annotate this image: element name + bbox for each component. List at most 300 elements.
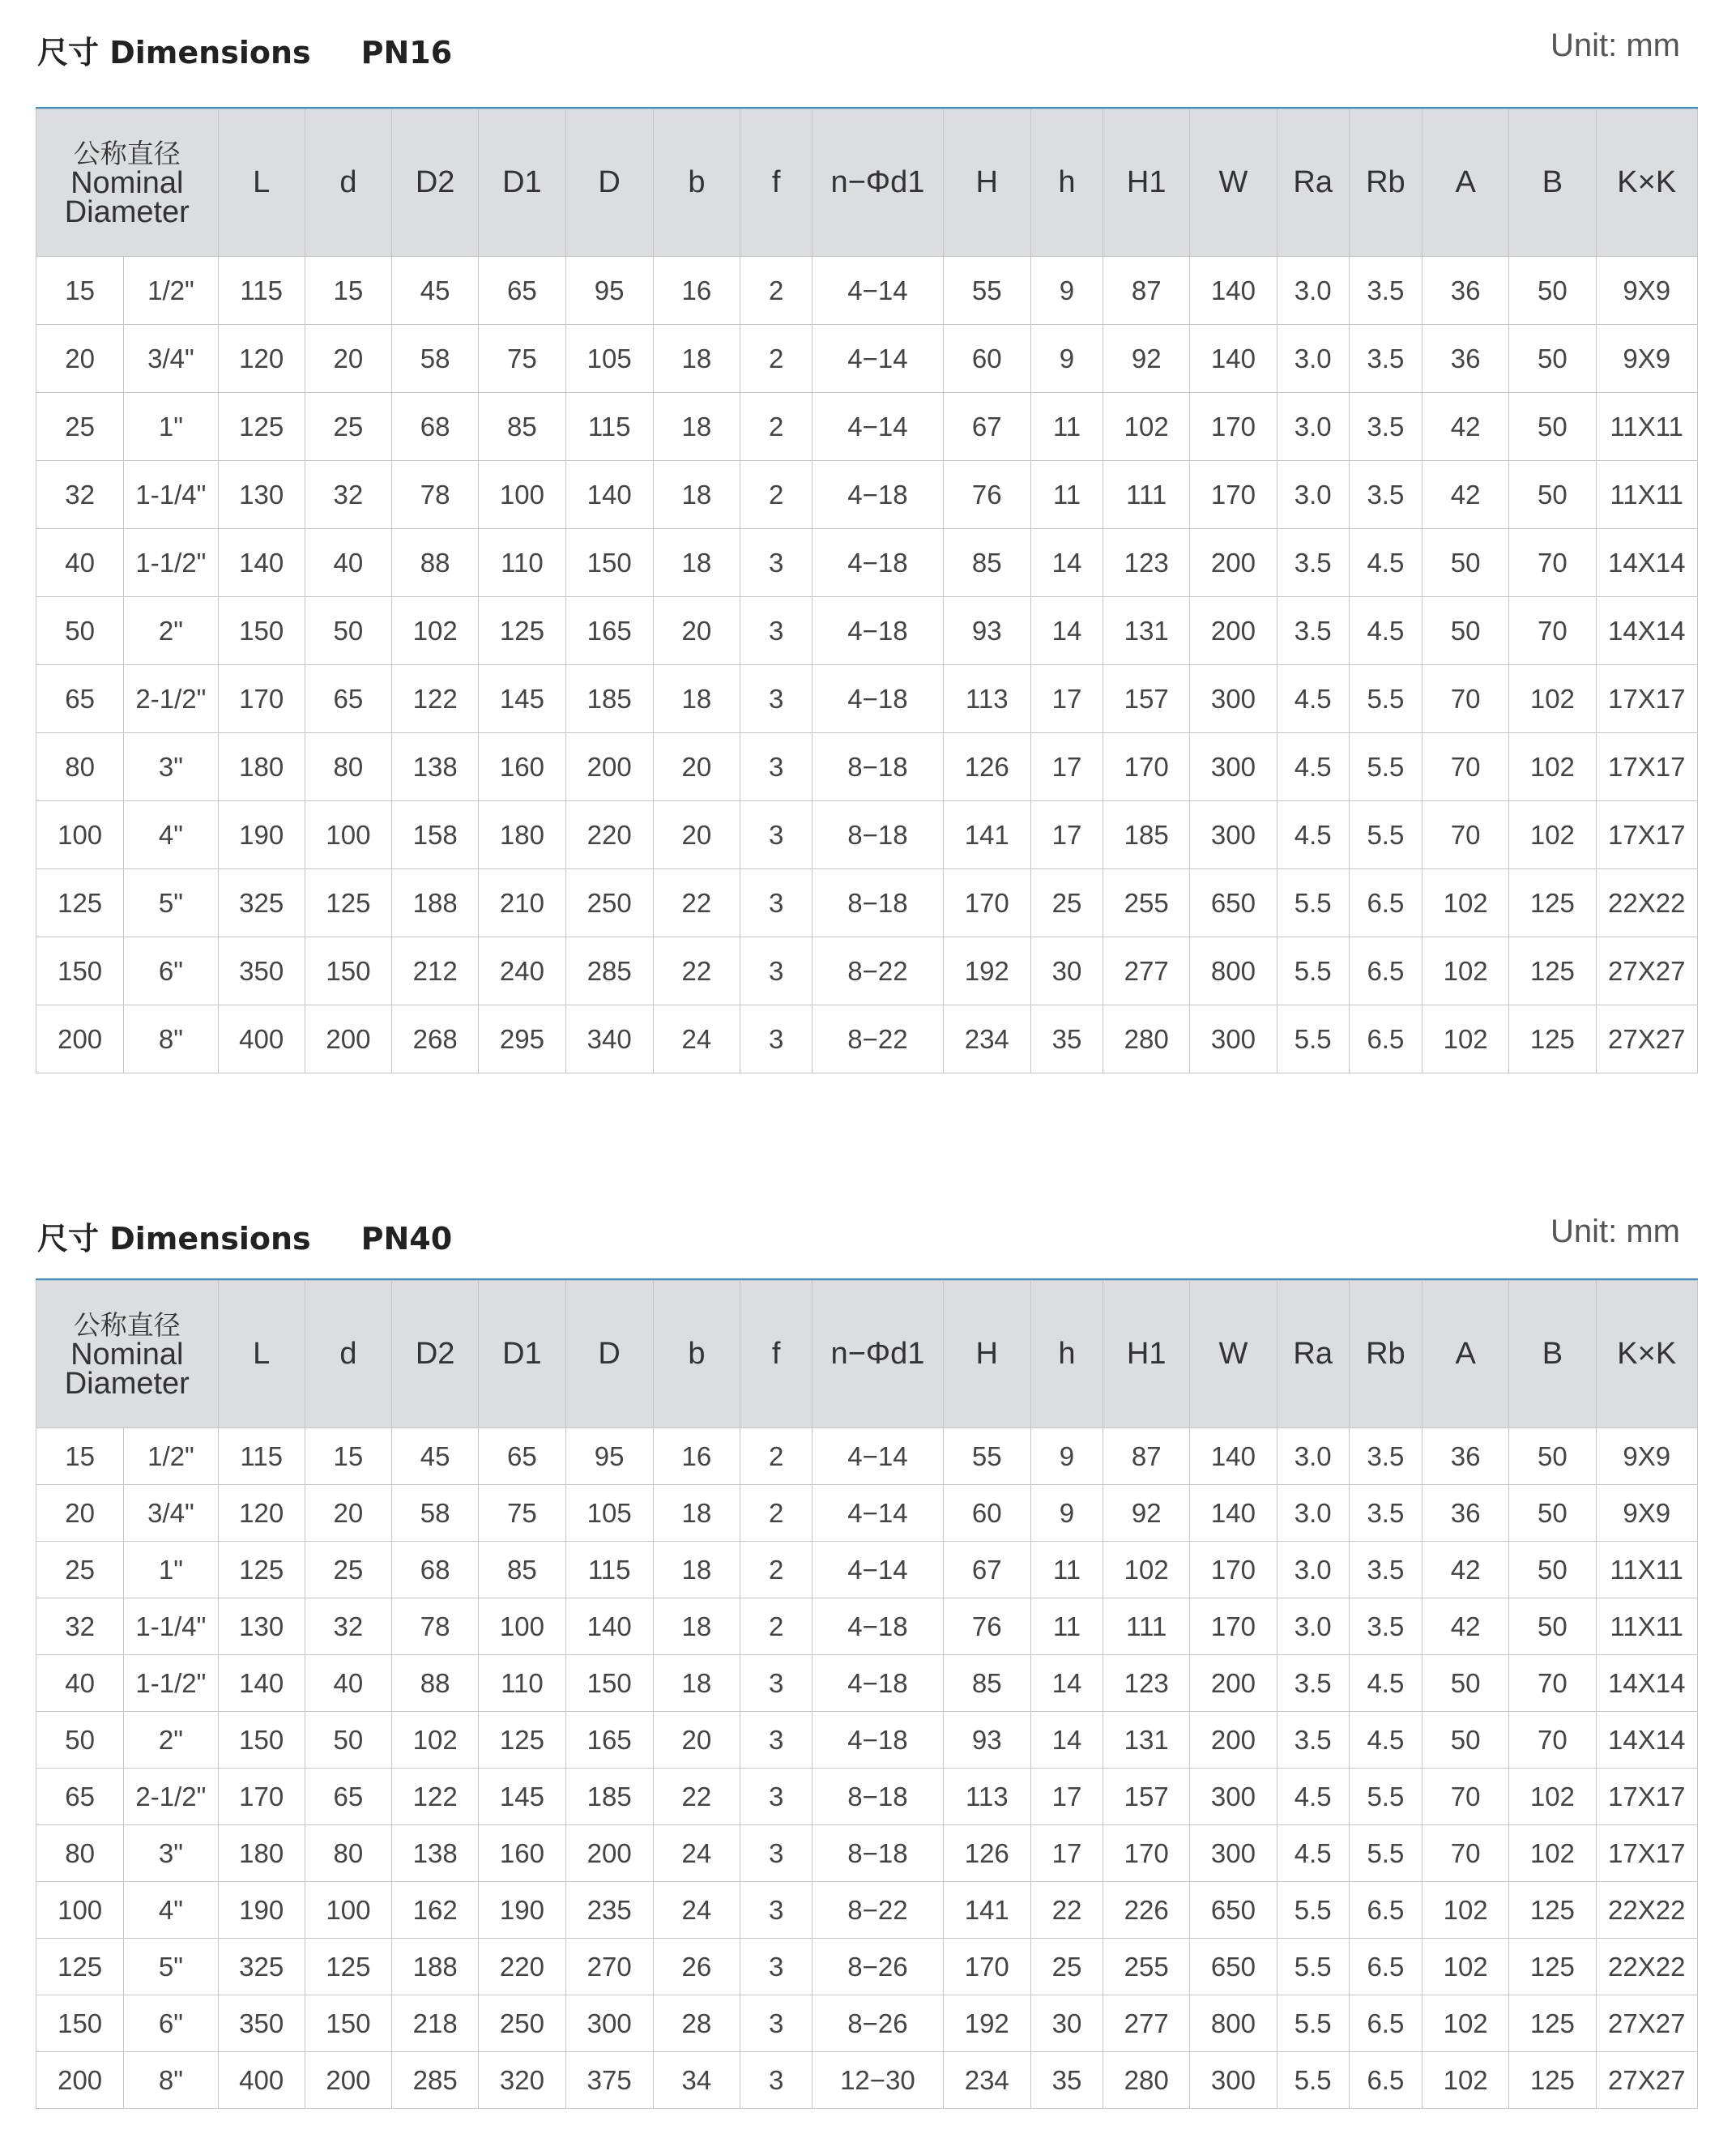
dimension-cell: 4−18 (813, 597, 943, 665)
dimension-cell: 3 (740, 1655, 813, 1712)
nominal-header-en1: Nominal (70, 1337, 184, 1372)
column-header: D (565, 109, 653, 257)
column-header: d (305, 1281, 391, 1428)
dimension-cell: 50 (305, 597, 391, 665)
dimension-cell: 125 (305, 1939, 391, 1995)
dimension-cell: 85 (943, 529, 1030, 597)
dimension-cell: 5.5 (1277, 1882, 1349, 1939)
dimension-cell: 200 (1190, 597, 1277, 665)
dimension-cell: 125 (1509, 1939, 1596, 1995)
dimension-cell: 24 (653, 1005, 740, 1073)
nominal-header-cn: 公称直径 (73, 137, 181, 169)
dimension-cell: 192 (943, 937, 1030, 1005)
dimension-cell: 2 (740, 1428, 813, 1485)
column-header: h (1030, 109, 1103, 257)
dimension-cell: 268 (392, 1005, 479, 1073)
dimension-cell: 3.5 (1349, 1428, 1422, 1485)
dimension-cell: 93 (943, 1712, 1030, 1769)
dimension-cell: 255 (1103, 1939, 1190, 1995)
dimension-cell: 11 (1030, 1598, 1103, 1655)
dimension-cell: 85 (943, 1655, 1030, 1712)
dimension-cell: 9 (1030, 1428, 1103, 1485)
dimension-cell: 3.5 (1277, 597, 1349, 665)
dimension-cell: 170 (218, 1769, 305, 1825)
dimension-cell: 102 (1422, 1005, 1509, 1073)
table-row (36, 1542, 1698, 1598)
dimension-cell: 5.5 (1277, 869, 1349, 937)
unit-label: Unit: mm (1550, 28, 1680, 63)
dimension-cell: 14 (1030, 1655, 1103, 1712)
dimension-cell: 50 (1509, 1598, 1596, 1655)
dimension-cell: 157 (1103, 1769, 1190, 1825)
dn-cell: 40 (36, 529, 124, 597)
dimension-cell: 300 (1190, 2052, 1277, 2109)
table-row (36, 2052, 1698, 2109)
dimension-cell: 170 (218, 665, 305, 733)
dimension-cell: 50 (1509, 393, 1596, 461)
dimension-cell: 650 (1190, 1882, 1277, 1939)
table-row (36, 257, 1698, 325)
dimension-cell: 123 (1103, 529, 1190, 597)
dimension-cell: 42 (1422, 393, 1509, 461)
dimension-cell: 9 (1030, 1485, 1103, 1542)
dimension-cell: 50 (1509, 257, 1596, 325)
dimension-cell: 22 (653, 1769, 740, 1825)
dimension-cell: 188 (392, 1939, 479, 1995)
dimension-cell: 4.5 (1277, 665, 1349, 733)
dimension-cell: 22X22 (1596, 1882, 1698, 1939)
dimension-cell: 18 (653, 665, 740, 733)
dimension-cell: 30 (1030, 1995, 1103, 2052)
dimension-cell: 277 (1103, 937, 1190, 1005)
dimension-cell: 200 (1190, 529, 1277, 597)
dn-cell: 65 (36, 665, 124, 733)
dn-cell: 50 (36, 597, 124, 665)
section-title (37, 28, 452, 72)
dimension-cell: 3 (740, 597, 813, 665)
table-row (36, 869, 1698, 937)
dimension-cell: 2 (740, 461, 813, 529)
dimension-cell: 17X17 (1596, 801, 1698, 869)
dimension-cell: 4.5 (1349, 597, 1422, 665)
column-header: W (1190, 1281, 1277, 1428)
dimension-cell: 85 (479, 393, 565, 461)
inch-size-cell: 4" (124, 1882, 218, 1939)
dimension-cell: 6.5 (1349, 2052, 1422, 2109)
dimension-cell: 210 (479, 869, 565, 937)
dimension-cell: 20 (653, 733, 740, 801)
dimension-cell: 42 (1422, 1542, 1509, 1598)
dimension-cell: 110 (479, 1655, 565, 1712)
dimension-cell: 14X14 (1596, 1712, 1698, 1769)
dimension-cell: 8−18 (813, 869, 943, 937)
dimension-cell: 131 (1103, 597, 1190, 665)
dimension-cell: 32 (305, 461, 391, 529)
column-header: W (1190, 109, 1277, 257)
dimension-cell: 88 (392, 1655, 479, 1712)
dimension-cell: 220 (479, 1939, 565, 1995)
dimension-cell: 22X22 (1596, 869, 1698, 937)
dimension-cell: 100 (305, 801, 391, 869)
dimension-cell: 5.5 (1349, 665, 1422, 733)
inch-size-cell: 1-1/2" (124, 529, 218, 597)
section-title (37, 1214, 452, 1258)
dimension-cell: 170 (1190, 1542, 1277, 1598)
dimension-cell: 67 (943, 393, 1030, 461)
column-header: D2 (392, 1281, 479, 1428)
dimension-cell: 3.5 (1349, 257, 1422, 325)
dimension-cell: 140 (1190, 325, 1277, 393)
dimension-cell: 180 (218, 733, 305, 801)
dimension-cell: 140 (565, 1598, 653, 1655)
dimension-cell: 17X17 (1596, 1825, 1698, 1882)
inch-size-cell: 2-1/2" (124, 665, 218, 733)
dimension-cell: 27X27 (1596, 1005, 1698, 1073)
dimension-cell: 218 (392, 1995, 479, 2052)
dn-cell: 15 (36, 1428, 124, 1485)
dimension-cell: 300 (1190, 801, 1277, 869)
dn-cell: 200 (36, 2052, 124, 2109)
dimension-cell: 8−26 (813, 1995, 943, 2052)
column-header: H1 (1103, 109, 1190, 257)
dimension-cell: 24 (653, 1882, 740, 1939)
dimension-cell: 3 (740, 733, 813, 801)
nominal-header-en2: Diameter (64, 194, 190, 229)
dimension-cell: 3 (740, 1825, 813, 1882)
dimension-cell: 60 (943, 325, 1030, 393)
dimension-cell: 87 (1103, 1428, 1190, 1485)
dimension-cell: 67 (943, 1542, 1030, 1598)
inch-size-cell: 1" (124, 1542, 218, 1598)
dimension-cell: 3 (740, 665, 813, 733)
dimension-cell: 4.5 (1349, 1712, 1422, 1769)
dimension-cell: 126 (943, 733, 1030, 801)
inch-size-cell: 3" (124, 1825, 218, 1882)
column-header: d (305, 109, 391, 257)
dimension-cell: 9 (1030, 257, 1103, 325)
dimension-cell: 140 (565, 461, 653, 529)
dimension-cell: 102 (1422, 1939, 1509, 1995)
dimension-cell: 102 (1422, 869, 1509, 937)
inch-size-cell: 6" (124, 937, 218, 1005)
dimension-cell: 3.0 (1277, 257, 1349, 325)
table-row (36, 1825, 1698, 1882)
dimension-cell: 4.5 (1277, 1769, 1349, 1825)
dimension-cell: 240 (479, 937, 565, 1005)
dimension-cell: 125 (1509, 2052, 1596, 2109)
dimension-cell: 92 (1103, 1485, 1190, 1542)
dn-cell: 32 (36, 461, 124, 529)
inch-size-cell: 2" (124, 1712, 218, 1769)
dimension-cell: 8−22 (813, 1005, 943, 1073)
dimension-cell: 14X14 (1596, 529, 1698, 597)
dimension-cell: 87 (1103, 257, 1190, 325)
dimension-cell: 78 (392, 461, 479, 529)
dimension-cell: 70 (1422, 801, 1509, 869)
dimension-cell: 192 (943, 1995, 1030, 2052)
dimension-cell: 78 (392, 1598, 479, 1655)
dn-cell: 32 (36, 1598, 124, 1655)
dimension-cell: 3.5 (1349, 1485, 1422, 1542)
dimension-cell: 6.5 (1349, 1995, 1422, 2052)
dimension-cell: 50 (1509, 1542, 1596, 1598)
dimension-cell: 35 (1030, 1005, 1103, 1073)
column-header: Rb (1349, 109, 1422, 257)
dimension-cell: 5.5 (1277, 2052, 1349, 2109)
dimension-cell: 3.0 (1277, 1598, 1349, 1655)
dimension-cell: 18 (653, 1655, 740, 1712)
column-header: f (740, 1281, 813, 1428)
column-header: b (653, 1281, 740, 1428)
dimension-cell: 102 (1422, 1882, 1509, 1939)
column-header: f (740, 109, 813, 257)
dimension-cell: 3 (740, 801, 813, 869)
dimension-cell: 126 (943, 1825, 1030, 1882)
column-header: n−Φd1 (813, 1281, 943, 1428)
dimension-cell: 80 (305, 1825, 391, 1882)
dimension-cell: 65 (479, 1428, 565, 1485)
dimension-cell: 320 (479, 2052, 565, 2109)
dimension-cell: 25 (305, 393, 391, 461)
inch-size-cell: 5" (124, 869, 218, 937)
table-row (36, 733, 1698, 801)
dn-cell: 150 (36, 1995, 124, 2052)
dimension-cell: 125 (479, 1712, 565, 1769)
dimension-cell: 93 (943, 597, 1030, 665)
dimension-cell: 102 (1509, 801, 1596, 869)
dimension-cell: 5.5 (1277, 1005, 1349, 1073)
dimension-cell: 170 (943, 869, 1030, 937)
column-header: H (943, 1281, 1030, 1428)
dimension-cell: 295 (479, 1005, 565, 1073)
dimension-cell: 18 (653, 1542, 740, 1598)
dimension-cell: 190 (218, 801, 305, 869)
dn-cell: 100 (36, 1882, 124, 1939)
column-header: L (218, 1281, 305, 1428)
dimension-cell: 250 (565, 869, 653, 937)
column-header: L (218, 109, 305, 257)
dimension-cell: 3.0 (1277, 1428, 1349, 1485)
dimension-cell: 138 (392, 733, 479, 801)
dimension-cell: 55 (943, 257, 1030, 325)
dimensions-table (36, 1280, 1698, 2109)
dimension-cell: 270 (565, 1939, 653, 1995)
dimension-cell: 3 (740, 1882, 813, 1939)
dimension-cell: 4−14 (813, 393, 943, 461)
dimension-cell: 190 (479, 1882, 565, 1939)
dn-cell: 200 (36, 1005, 124, 1073)
dimension-cell: 4−14 (813, 1485, 943, 1542)
dimension-cell: 68 (392, 393, 479, 461)
table-row (36, 665, 1698, 733)
dimension-cell: 50 (1422, 529, 1509, 597)
dimension-cell: 102 (1509, 665, 1596, 733)
nominal-diameter-header (36, 1281, 219, 1428)
dimension-cell: 120 (218, 325, 305, 393)
dimension-cell: 125 (1509, 1005, 1596, 1073)
dimension-cell: 105 (565, 325, 653, 393)
dimension-cell: 9 (1030, 325, 1103, 393)
table-row (36, 1655, 1698, 1712)
dimension-cell: 6.5 (1349, 1005, 1422, 1073)
dimension-cell: 3 (740, 2052, 813, 2109)
dimension-cell: 5.5 (1277, 1939, 1349, 1995)
dimension-cell: 68 (392, 1542, 479, 1598)
dimension-cell: 25 (305, 1542, 391, 1598)
dimension-cell: 17 (1030, 665, 1103, 733)
table-row (36, 937, 1698, 1005)
dimension-cell: 8−18 (813, 733, 943, 801)
dimension-cell: 3 (740, 937, 813, 1005)
column-header: H (943, 109, 1030, 257)
dimension-cell: 5.5 (1277, 937, 1349, 1005)
dimension-cell: 220 (565, 801, 653, 869)
table-row (36, 325, 1698, 393)
dimension-cell: 3.5 (1349, 325, 1422, 393)
inch-size-cell: 1-1/4" (124, 461, 218, 529)
dn-cell: 150 (36, 937, 124, 1005)
column-header: D1 (479, 1281, 565, 1428)
dimension-cell: 165 (565, 1712, 653, 1769)
dimension-cell: 14X14 (1596, 1655, 1698, 1712)
dimension-cell: 102 (1103, 393, 1190, 461)
dimension-cell: 27X27 (1596, 1995, 1698, 2052)
dimension-cell: 70 (1509, 1712, 1596, 1769)
dimension-cell: 3.0 (1277, 1485, 1349, 1542)
inch-size-cell: 2" (124, 597, 218, 665)
dimension-cell: 102 (1509, 1825, 1596, 1882)
column-header: Rb (1349, 1281, 1422, 1428)
dimension-cell: 58 (392, 325, 479, 393)
nominal-header-en1: Nominal (70, 165, 184, 200)
dimension-cell: 105 (565, 1485, 653, 1542)
dimension-cell: 111 (1103, 1598, 1190, 1655)
dimension-cell: 4.5 (1349, 529, 1422, 597)
inch-size-cell: 3/4" (124, 1485, 218, 1542)
dimension-cell: 115 (218, 257, 305, 325)
dimension-cell: 76 (943, 461, 1030, 529)
dimension-cell: 36 (1422, 325, 1509, 393)
dimension-cell: 5.5 (1349, 1769, 1422, 1825)
dimension-cell: 11 (1030, 461, 1103, 529)
dn-cell: 125 (36, 869, 124, 937)
dimension-cell: 300 (1190, 1825, 1277, 1882)
inch-size-cell: 8" (124, 2052, 218, 2109)
table-row (36, 1005, 1698, 1073)
inch-size-cell: 8" (124, 1005, 218, 1073)
dimension-cell: 3.0 (1277, 1542, 1349, 1598)
table-row (36, 597, 1698, 665)
dimension-cell: 20 (653, 597, 740, 665)
dimension-cell: 50 (1509, 1428, 1596, 1485)
dimension-cell: 3.5 (1349, 1542, 1422, 1598)
dimension-cell: 250 (479, 1995, 565, 2052)
dimension-cell: 800 (1190, 1995, 1277, 2052)
dimension-cell: 20 (305, 325, 391, 393)
dimension-cell: 4−18 (813, 529, 943, 597)
dn-cell: 100 (36, 801, 124, 869)
inch-size-cell: 6" (124, 1995, 218, 2052)
dimension-cell: 102 (1509, 1769, 1596, 1825)
table-row (36, 393, 1698, 461)
dimension-cell: 125 (1509, 1882, 1596, 1939)
dimension-cell: 14 (1030, 597, 1103, 665)
dimension-cell: 36 (1422, 1485, 1509, 1542)
dimension-cell: 3 (740, 1005, 813, 1073)
dimension-cell: 800 (1190, 937, 1277, 1005)
dimension-cell: 170 (1103, 1825, 1190, 1882)
dimension-cell: 400 (218, 1005, 305, 1073)
dimension-cell: 9X9 (1596, 1428, 1698, 1485)
dimension-cell: 35 (1030, 2052, 1103, 2109)
inch-size-cell: 1-1/2" (124, 1655, 218, 1712)
dimension-cell: 65 (305, 1769, 391, 1825)
dimension-cell: 400 (218, 2052, 305, 2109)
dimension-cell: 140 (1190, 257, 1277, 325)
dimension-cell: 180 (479, 801, 565, 869)
dimension-cell: 3 (740, 1712, 813, 1769)
column-header: b (653, 109, 740, 257)
dimension-cell: 141 (943, 1882, 1030, 1939)
dimension-cell: 40 (305, 529, 391, 597)
dimension-cell: 28 (653, 1995, 740, 2052)
column-header: D1 (479, 109, 565, 257)
dimension-cell: 130 (218, 461, 305, 529)
dimension-cell: 2 (740, 325, 813, 393)
inch-size-cell: 1" (124, 393, 218, 461)
dn-cell: 25 (36, 1542, 124, 1598)
dimension-cell: 70 (1422, 1769, 1509, 1825)
dimension-cell: 165 (565, 597, 653, 665)
dimension-cell: 125 (1509, 1995, 1596, 2052)
dimension-cell: 5.5 (1349, 1825, 1422, 1882)
dimension-cell: 3.5 (1277, 529, 1349, 597)
dimension-cell: 11X11 (1596, 1598, 1698, 1655)
dimension-cell: 15 (305, 1428, 391, 1485)
dimension-cell: 75 (479, 325, 565, 393)
dimension-cell: 140 (218, 529, 305, 597)
dimension-cell: 17 (1030, 733, 1103, 801)
dimension-cell: 70 (1422, 1825, 1509, 1882)
inch-size-cell: 3" (124, 733, 218, 801)
dimension-cell: 235 (565, 1882, 653, 1939)
dimension-cell: 325 (218, 869, 305, 937)
dimension-cell: 22X22 (1596, 1939, 1698, 1995)
dimension-cell: 5.5 (1349, 733, 1422, 801)
dimension-cell: 30 (1030, 937, 1103, 1005)
column-header: Ra (1277, 1281, 1349, 1428)
dimension-cell: 131 (1103, 1712, 1190, 1769)
dimension-cell: 20 (653, 801, 740, 869)
dimension-cell: 70 (1509, 597, 1596, 665)
section-title-text: 尺寸 Dimensions (37, 1221, 311, 1257)
dimension-cell: 18 (653, 1485, 740, 1542)
dimension-cell: 50 (1509, 1485, 1596, 1542)
dimension-cell: 100 (305, 1882, 391, 1939)
dimension-cell: 300 (1190, 1769, 1277, 1825)
table-row (36, 1939, 1698, 1995)
dimension-cell: 18 (653, 325, 740, 393)
dimension-cell: 17X17 (1596, 665, 1698, 733)
dimension-cell: 5.5 (1349, 801, 1422, 869)
dimension-cell: 162 (392, 1882, 479, 1939)
dimension-cell: 8−18 (813, 1769, 943, 1825)
dimension-cell: 22 (1030, 1882, 1103, 1939)
dimension-cell: 8−22 (813, 937, 943, 1005)
dimension-cell: 140 (1190, 1428, 1277, 1485)
dimension-cell: 125 (218, 393, 305, 461)
dimension-cell: 234 (943, 2052, 1030, 2109)
